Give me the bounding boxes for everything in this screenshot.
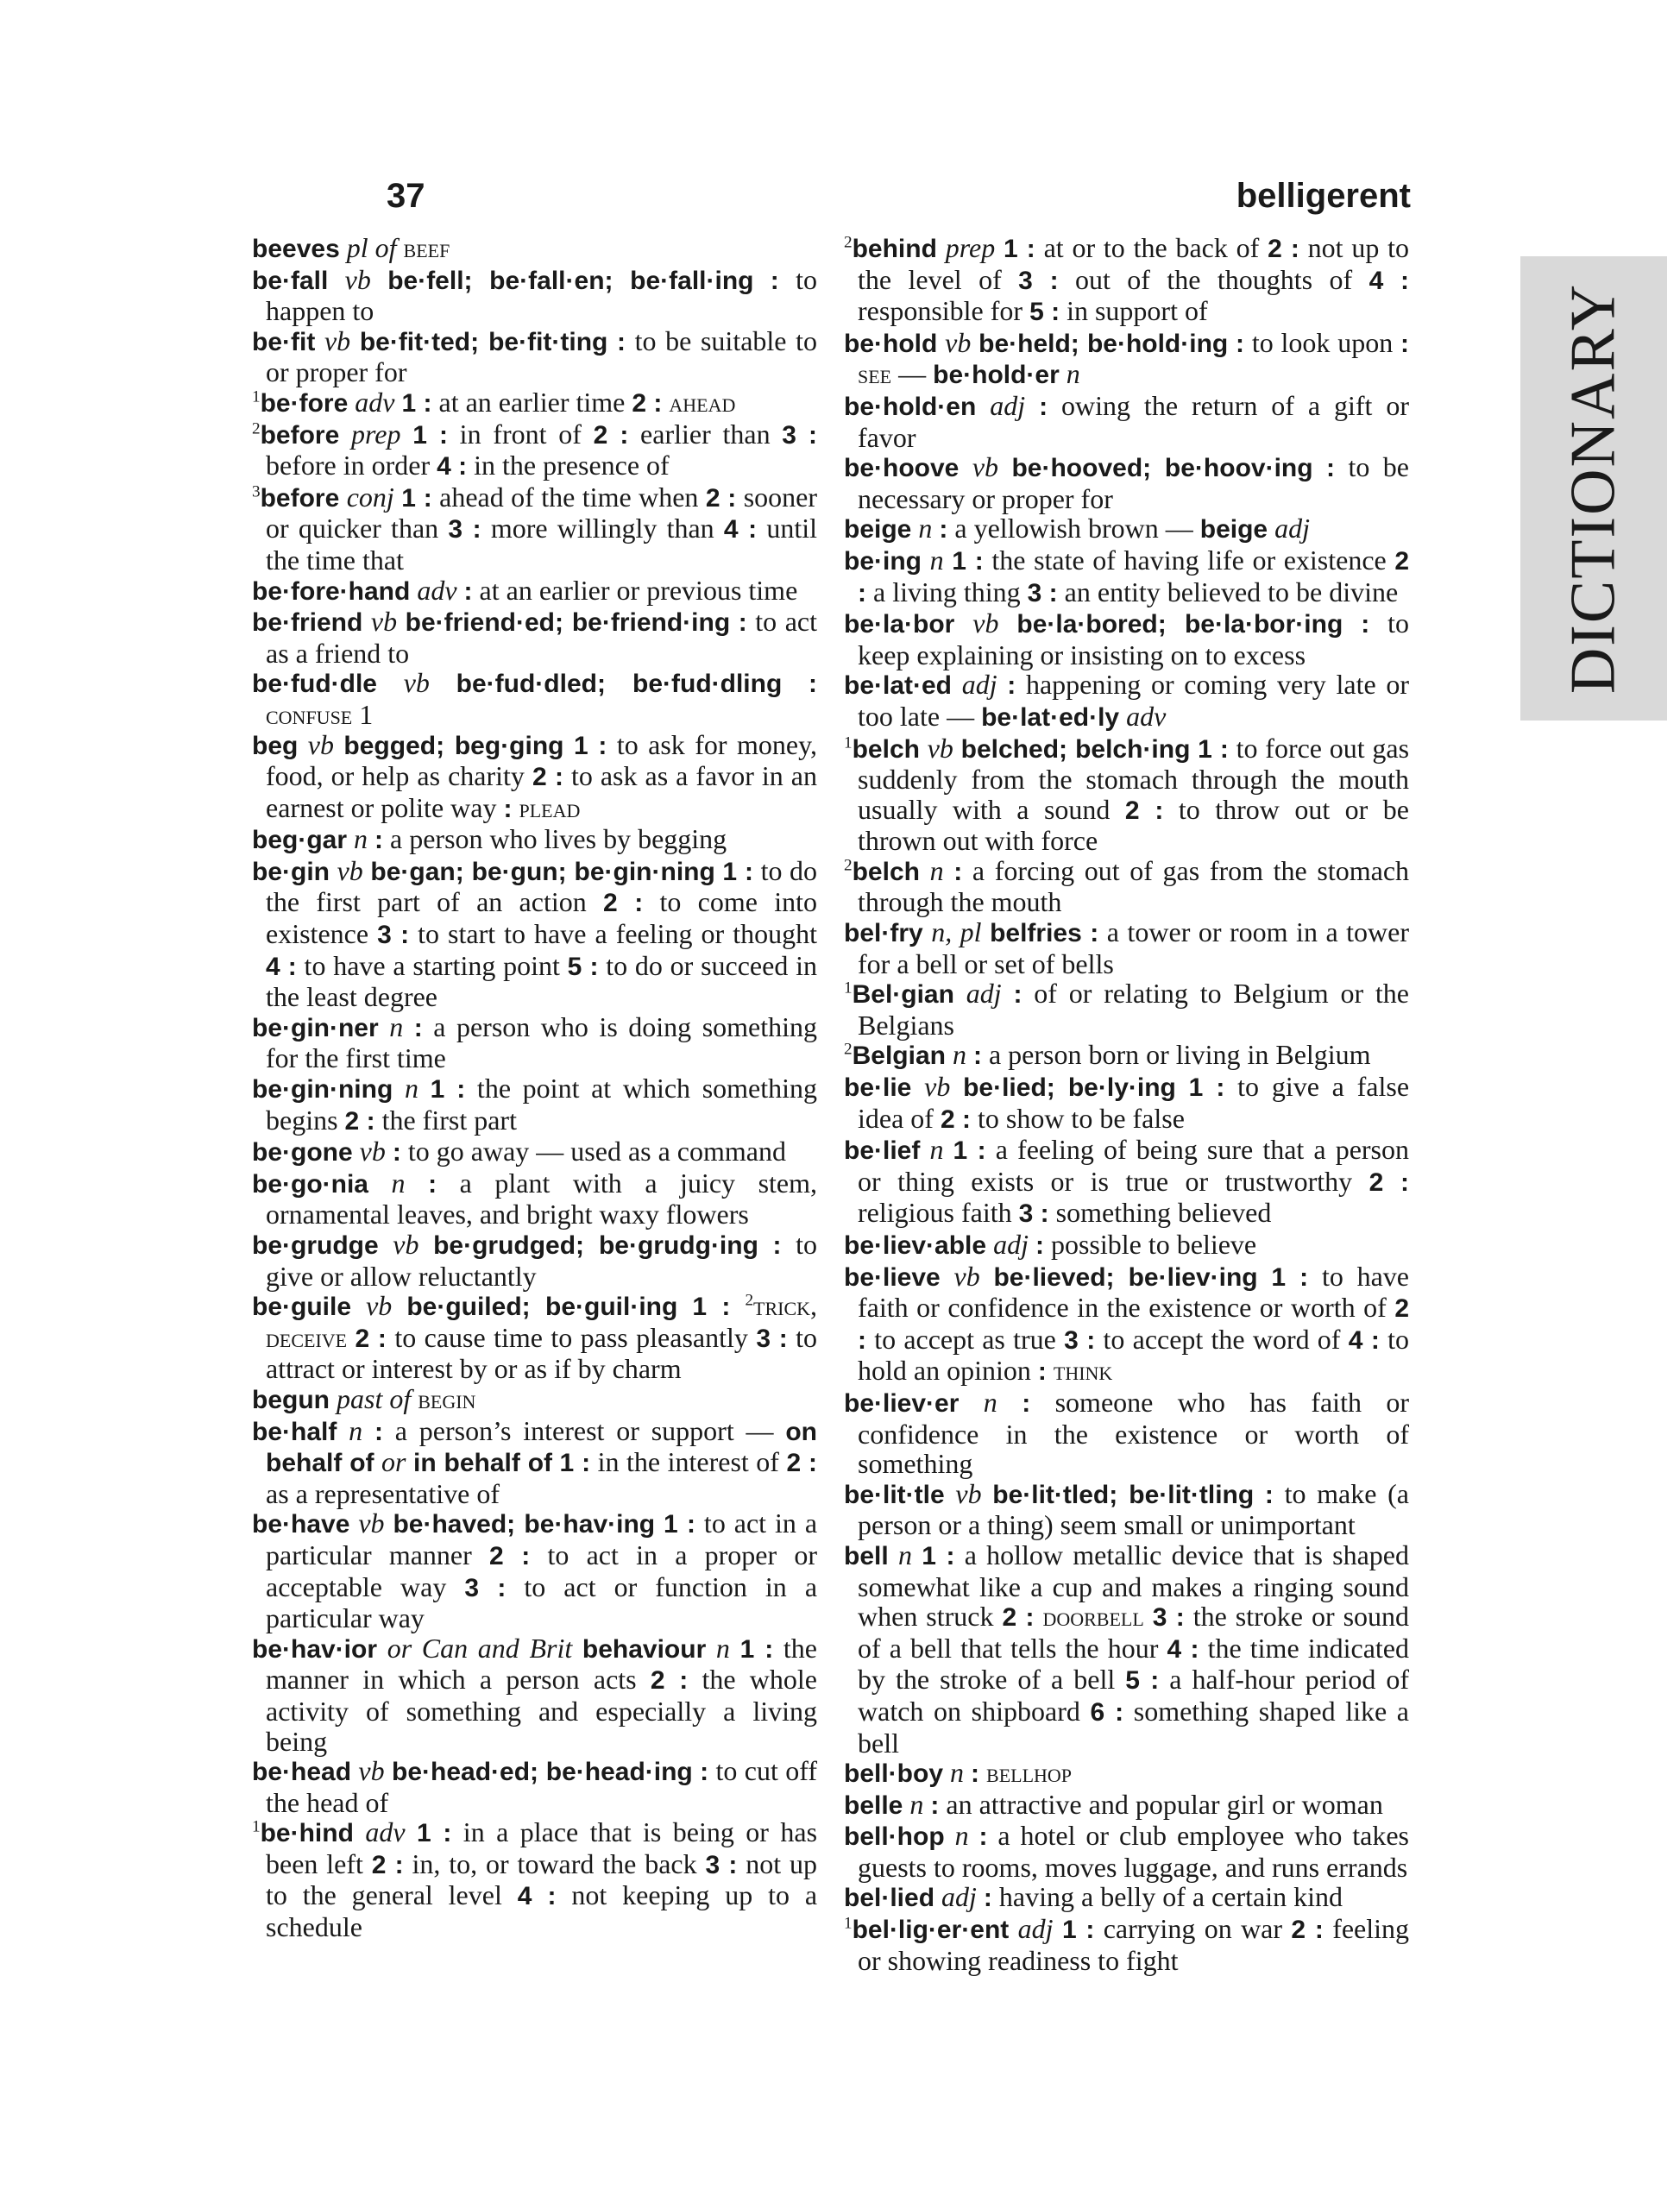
- dictionary-entry: be·lief n 1 : a feeling of being sure that a person or thing exists or is true or trustworthy 2 : religious faith 3 : something believed: [844, 1134, 1410, 1229]
- dictionary-entry: be·friend vb be·friend·ed; be·friend·ing : to act as a friend to: [252, 606, 817, 669]
- dictionary-entry: $^3$before conj 1 : ahead of the time when 2 : sooner or quicker than 3 : more willingly than 4 : until the time that: [252, 481, 818, 576]
- dictionary-entry: be·la·bor vb be·la·bored; be·la·bor·ing : to keep explaining or insisting on to excess: [844, 607, 1410, 670]
- dictionary-entry: $^1$belch vb belched; belch·ing 1 : to force out gas suddenly from the stomach through the mouth usually with a sound 2 : to throw out or be thrown out with force: [844, 732, 1410, 857]
- page-number: 37: [387, 177, 425, 215]
- dictionary-entry: bell·boy n : bellhop: [844, 1757, 1073, 1789]
- dictionary-entry: $^2$belch n : a forcing out of gas from the stomach through the mouth: [844, 854, 1410, 918]
- dictionary-entry: $^1$bel·lig·er·ent adj 1 : carrying on war 2 : feeling or showing readiness to fight: [844, 1913, 1410, 1976]
- dictionary-entry: be·head vb be·head·ed; be·head·ing : to cut off the head of: [252, 1755, 818, 1818]
- dictionary-entry: beige n : a yellowish brown — beige adj: [844, 513, 1311, 544]
- section-thumb-tab: [1520, 256, 1667, 721]
- dictionary-entry: be·go·nia n : a plant with a juicy stem, ornamental leaves, and bright waxy flowers: [252, 1167, 818, 1230]
- dictionary-entry: begun past of begin: [252, 1382, 476, 1414]
- dictionary-entry: bel·fry n, pl belfries : a tower or room in a tower for a bell or set of bells: [844, 916, 1410, 979]
- dictionary-entry: be·lieve vb be·lieved; be·liev·ing 1 : to have faith or confidence in the existence or worth of 2 : to accept as true 3 : to accept the word of 4 : to hold an opinion : think: [844, 1260, 1410, 1387]
- dictionary-entry: be·fall vb be·fell; be·fall·en; be·fall·ing : to happen to: [252, 263, 817, 327]
- dictionary-entry: beg vb begged; beg·ging 1 : to ask for money, food, or help as charity 2 : to ask as a favor in an earnest or polite way : plead: [252, 728, 818, 823]
- dictionary-entry: be·fore·hand adv : at an earlier or previous time: [252, 574, 798, 606]
- section-thumb-tab-label: DICTIONARY: [1557, 282, 1629, 695]
- dictionary-entry: be·gin·ner n : a person who is doing something for the first time: [252, 1010, 818, 1074]
- dictionary-entry: be·hold·en adj : owing the return of a gift or favor: [844, 389, 1410, 453]
- dictionary-entry: be·ing n 1 : the state of having life or existence 2 : a living thing 3 : an entity believed to be divine: [844, 544, 1410, 607]
- dictionary-entry: $^1$be·fore adv 1 : at an earlier time 2 : ahead: [252, 386, 736, 418]
- dictionary-entry: bell n 1 : a hollow metallic device that is shaped somewhat like a cup and makes a ringing sound when struck 2 : doorbell 3 : the stroke or sound of a bell that tells the hour 4 : the time indicated by the stroke of a bell 5 : a half-hour period of watch on shipboard 6 : something shaped like a bell: [844, 1539, 1410, 1759]
- dictionary-column-left: [252, 233, 817, 1942]
- dictionary-entry: be·lat·ed adj : happening or coming very late or too late — be·lat·ed·ly adv: [844, 669, 1410, 732]
- dictionary-entry: be·half n : a person’s interest or support — on behalf of or in behalf of 1 : in the interest of 2 : as a representative of: [252, 1414, 818, 1509]
- dictionary-entry: be·grudge vb be·grudged; be·grudg·ing : to give or allow reluctantly: [252, 1229, 817, 1292]
- dictionary-entry: $^1$be·hind adv 1 : in a place that is being or has been left 2 : in, to, or toward the back 3 : not up to the general level 4 : not keeping up to a schedule: [252, 1816, 818, 1943]
- dictionary-entry: be·lie vb be·lied; be·ly·ing 1 : to give a false idea of 2 : to show to be false: [844, 1071, 1410, 1134]
- dictionary-entry: be·fit vb be·fit·ted; be·fit·ting : to be suitable to or proper for: [252, 324, 818, 388]
- dictionary-entry: beg·gar n : a person who lives by begging: [252, 823, 727, 855]
- dictionary-entry: be·hold vb be·held; be·hold·ing : to look upon : see — be·hold·er n: [844, 326, 1410, 390]
- dictionary-entry: $^2$behind prep 1 : at or to the back of 2 : not up to the level of 3 : out of the thoughts of 4 : responsible for 5 : in support of: [844, 232, 1410, 327]
- dictionary-entry: $^2$before prep 1 : in front of 2 : earlier than 3 : before in order 4 : in the presence of: [252, 418, 818, 481]
- dictionary-entry: be·gin·ning n 1 : the point at which something begins 2 : the first part: [252, 1073, 818, 1136]
- dictionary-entry: be·liev·er n : someone who has faith or confidence in the existence or worth of something: [844, 1386, 1410, 1480]
- dictionary-entry: be·lit·tle vb be·lit·tled; be·lit·tling : to make (a person or a thing) seem small or unimportant: [844, 1477, 1410, 1541]
- dictionary-entry: be·liev·able adj : possible to believe: [844, 1229, 1257, 1260]
- dictionary-entry: be·guile vb be·guiled; be·guil·ing 1 : $^2$trick, deceive 2 : to cause time to pass pleasantly 3 : to attract or interest by or as if by charm: [252, 1290, 818, 1385]
- dictionary-entry: beeves pl of beef: [252, 232, 450, 263]
- dictionary-entry: be·fud·dle vb be·fud·dled; be·fud·dling : confuse 1: [252, 667, 818, 730]
- dictionary-entry: belle n : an attractive and popular girl or woman: [844, 1788, 1383, 1820]
- dictionary-column-right: [844, 233, 1409, 1975]
- dictionary-entry: $^2$Belgian n : a person born or living in Belgium: [844, 1039, 1371, 1071]
- dictionary-entry: $^1$Bel·gian adj : of or relating to Belgium or the Belgians: [844, 978, 1410, 1041]
- dictionary-entry: be·have vb be·haved; be·hav·ing 1 : to act in a particular manner 2 : to act in a proper or acceptable way 3 : to act or function in a particular way: [252, 1507, 818, 1634]
- dictionary-entry: bel·lied adj : having a belly of a certain kind: [844, 1881, 1343, 1913]
- dictionary-entry: bell·hop n : a hotel or club employee who takes guests to rooms, moves luggage, and runs errands: [844, 1820, 1409, 1883]
- dictionary-entry: be·gin vb be·gan; be·gun; be·gin·ning 1 : to do the first part of an action 2 : to come into existence 3 : to start to have a feeling or thought 4 : to have a starting point 5 : to do or succeed in the least degree: [252, 854, 818, 1013]
- dictionary-entry: be·hoove vb be·hooved; be·hoov·ing : to be necessary or proper for: [844, 451, 1410, 514]
- guide-word: belligerent: [1236, 177, 1411, 215]
- dictionary-entry: be·gone vb : to go away — used as a command: [252, 1136, 786, 1167]
- dictionary-entry: be·hav·ior or Can and Brit behaviour n 1 : the manner in which a person acts 2 : the whole activity of something and especially a living being: [252, 1632, 818, 1757]
